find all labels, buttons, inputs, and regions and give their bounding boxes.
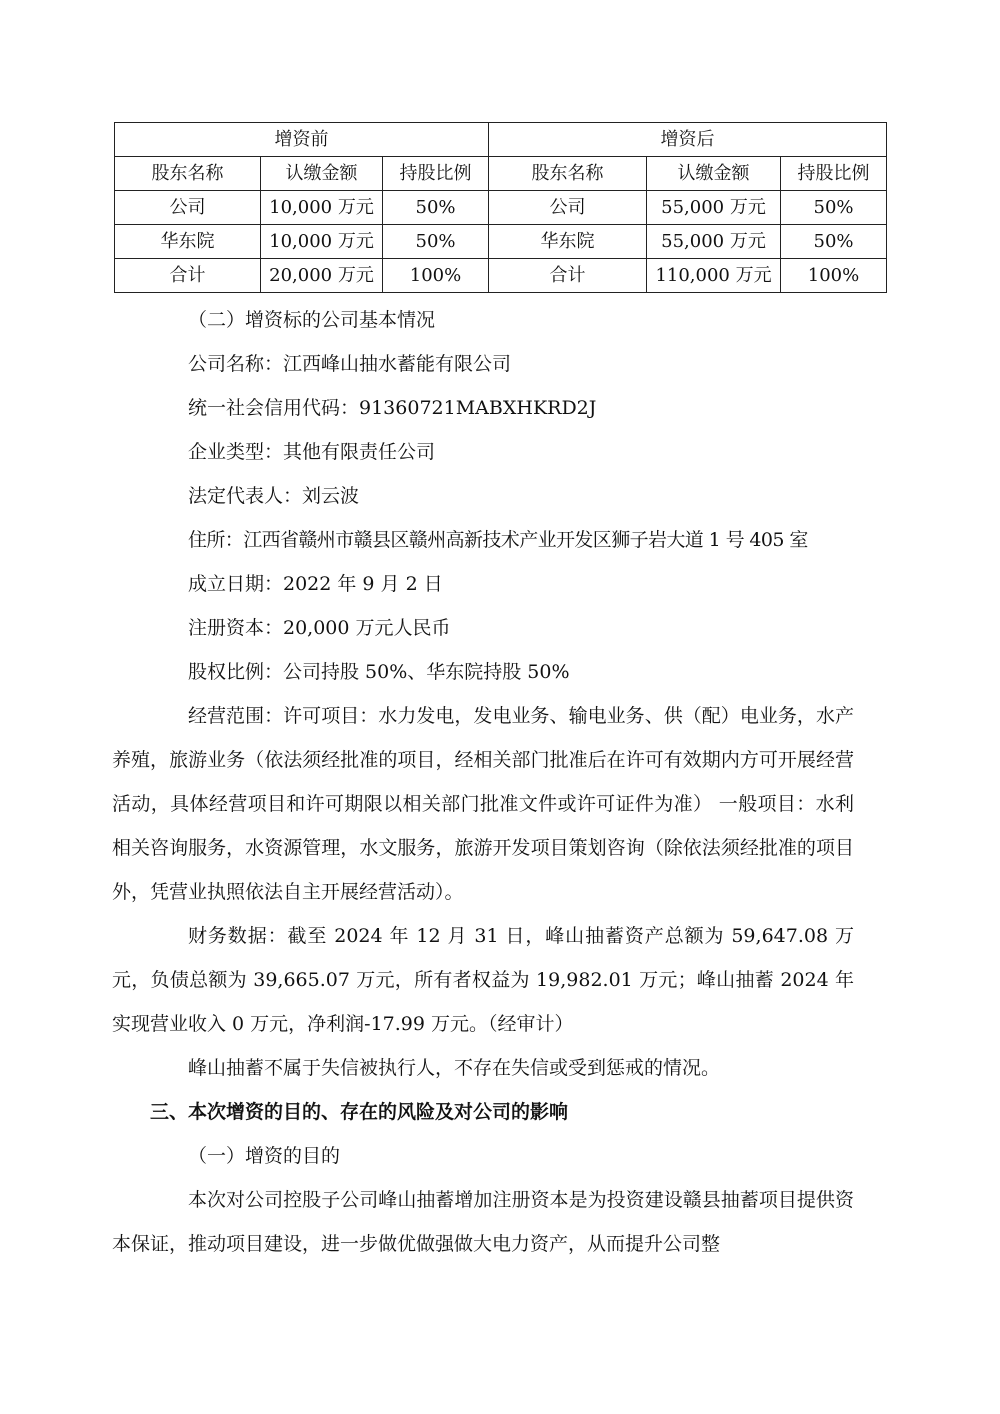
section-heading: 三、本次增资的目的、存在的风险及对公司的影响 <box>150 1101 569 1123</box>
table-cell: 10,000 万元 <box>261 225 383 259</box>
equity-ratio-line: 股权比例：公司持股 50%、华东院持股 50% <box>188 661 570 683</box>
table-cell: 55,000 万元 <box>647 191 781 225</box>
table-cell: 50% <box>383 191 489 225</box>
table-row <box>115 225 887 259</box>
column-header: 持股比例 <box>383 157 489 191</box>
table-cell: 50% <box>781 225 887 259</box>
table-cell: 110,000 万元 <box>647 259 781 293</box>
column-header: 持股比例 <box>781 157 887 191</box>
registered-capital-line: 注册资本：20,000 万元人民币 <box>188 617 451 639</box>
address-line: 住所：江西省赣州市赣县区赣州高新技术产业开发区狮子岩大道 1 号 405 室 <box>188 529 808 551</box>
table-column-header-row <box>115 157 887 191</box>
equity-structure-table <box>114 122 887 293</box>
table-cell: 公司 <box>489 191 647 225</box>
table-cell: 合计 <box>489 259 647 293</box>
group-header-before: 增资前 <box>115 123 489 157</box>
subsection-heading: （二）增资标的公司基本情况 <box>188 309 436 331</box>
table-cell: 20,000 万元 <box>261 259 383 293</box>
business-scope-paragraph: 经营范围：许可项目：水力发电，发电业务、输电业务、供（配）电业务，水产养殖，旅游业务（依法须经批准的项目，经相关部门批准后在许可有效期内方可开展经营活动，具体经营项目和许可期限以相关部门批准文件或许可证件为准） 一般项目：水利相关咨询服务，水资源管理，水文服务，旅游开发项目策划咨询（除依法须经批准的项目外，凭营业执照依法自主开展经营活动）。 <box>112 705 854 903</box>
table-cell: 华东院 <box>115 225 261 259</box>
purpose-paragraph: 本次对公司控股子公司峰山抽蓄增加注册资本是为投资建设赣县抽蓄项目提供资本保证，推动项目建设，进一步做优做强做大电力资产，从而提升公司整 <box>112 1189 854 1255</box>
table-row-total <box>115 259 887 293</box>
document-body <box>112 298 854 1266</box>
column-header: 股东名称 <box>115 157 261 191</box>
table-cell: 100% <box>383 259 489 293</box>
column-header: 认缴金额 <box>647 157 781 191</box>
table-cell: 10,000 万元 <box>261 191 383 225</box>
table-cell: 公司 <box>115 191 261 225</box>
table-cell: 55,000 万元 <box>647 225 781 259</box>
table-cell: 100% <box>781 259 887 293</box>
credit-code-line: 统一社会信用代码：91360721MABXHKRD2J <box>188 397 597 419</box>
credit-status-line: 峰山抽蓄不属于失信被执行人，不存在失信或受到惩戒的情况。 <box>188 1057 721 1079</box>
table-cell: 50% <box>383 225 489 259</box>
column-header: 认缴金额 <box>261 157 383 191</box>
table-cell: 50% <box>781 191 887 225</box>
subsection-heading: （一）增资的目的 <box>188 1145 341 1167</box>
enterprise-type-line: 企业类型：其他有限责任公司 <box>188 441 436 463</box>
table-row <box>115 191 887 225</box>
company-name-line: 公司名称：江西峰山抽水蓄能有限公司 <box>188 353 512 375</box>
column-header: 股东名称 <box>489 157 647 191</box>
establish-date-line: 成立日期：2022 年 9 月 2 日 <box>188 573 443 595</box>
financial-data-paragraph: 财务数据：截至 2024 年 12 月 31 日，峰山抽蓄资产总额为 59,647.08 万元，负债总额为 39,665.07 万元，所有者权益为 19,982.01 万元；峰山抽蓄 2024 年实现营业收入 0 万元，净利润-17.99 万元。（经审计） <box>112 925 854 1035</box>
legal-representative-line: 法定代表人：刘云波 <box>188 485 360 507</box>
table-cell: 合计 <box>115 259 261 293</box>
group-header-after: 增资后 <box>489 123 887 157</box>
table-group-header-row <box>115 123 887 157</box>
table-cell: 华东院 <box>489 225 647 259</box>
